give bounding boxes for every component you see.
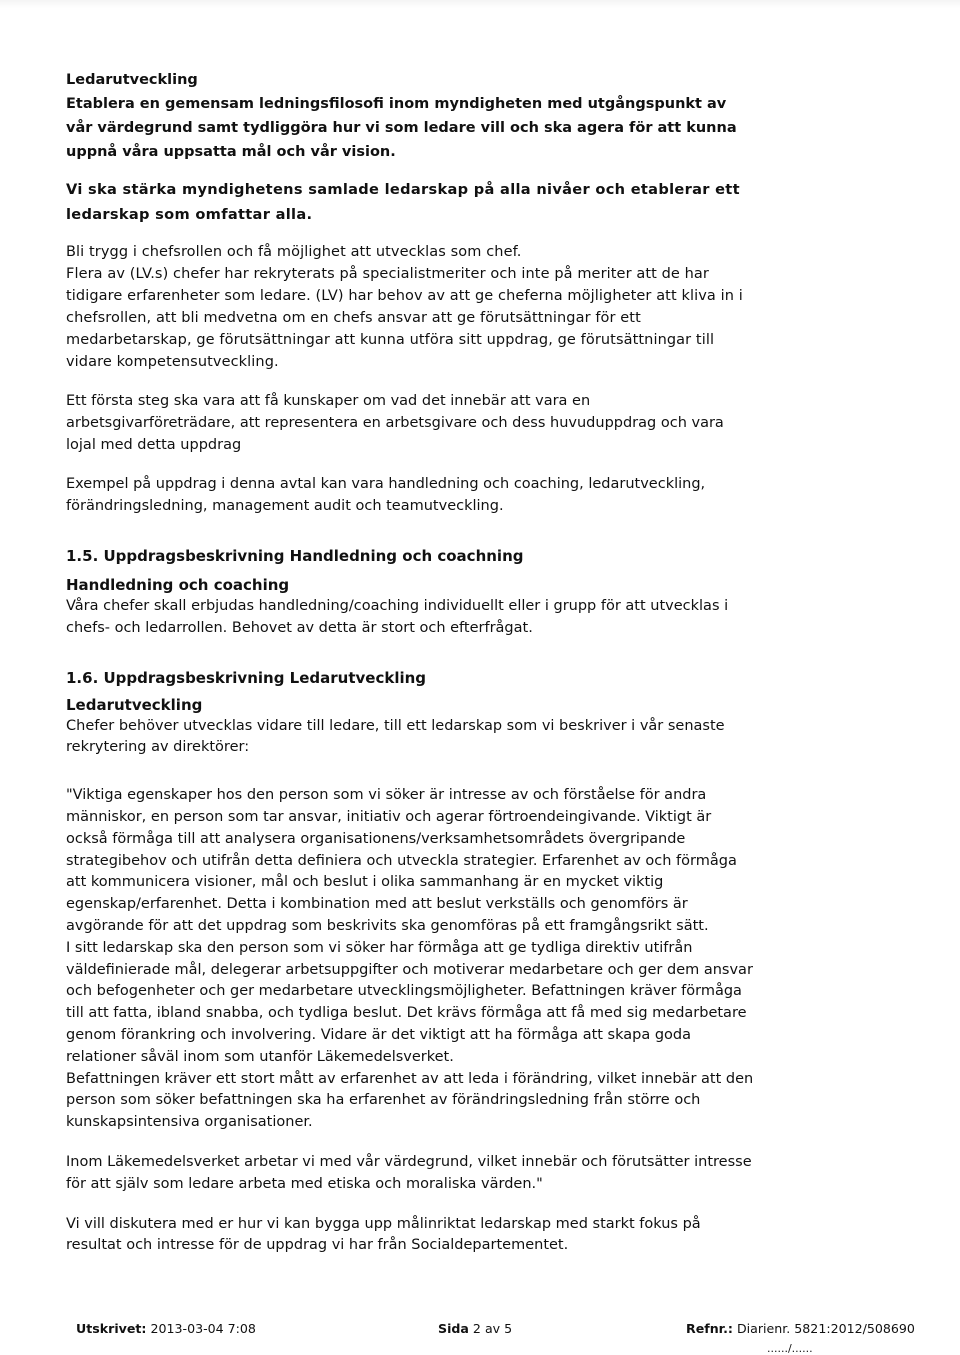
quote-paragraph-2: I sitt ledarskap ska den person som vi söker har förmåga att ge tydliga direktiv utifrån väldefinierade mål, delegerar arbetsuppgifter och motiverar medarbetare och ger dem ansvar och befogenheter och ger medarbetare utvecklingsmöjligheter. Befattningen kräver förmåga till att fatta, ibland snabba, och tydliga beslut. Det krävs förmåga att få med sig medarbetare genom förankring och involvering. Vidare är det viktigt att ha förmåga att skapa goda relationer såväl inom som utanför Läkemedelsverket.: [66, 939, 753, 1065]
footer-printed: Utskrivet: 2013-03-04 7:08: [76, 1321, 256, 1336]
section-1-6-title: 1.6. Uppdragsbeskrivning Ledarutveckling: [66, 668, 427, 687]
section-1-5-title: 1.5. Uppdragsbeskrivning Handledning och coachning: [66, 546, 524, 565]
scan-edge: [0, 0, 960, 8]
quote-paragraph-3: Befattningen kräver ett stort mått av erfarenhet av att leda i förändring, vilket innebär att den person som söker befattningen ska ha erfarenhet av förändringsledning från större och kunskapsintensiva organisationer.: [66, 1070, 754, 1131]
first-step-paragraph: Ett första steg ska vara att få kunskaper om vad det innebär att vara en arbetsgivarföreträdare, att representera en arbetsgivare och dess huvuduppdrag och vara lojal med detta uppdrag: [66, 393, 724, 453]
footer-page-number: Sida 2 av 5: [438, 1321, 513, 1336]
document-body: [66, 66, 756, 1257]
footer-reference: Refnr.: Diarienr. 5821:2012/508690: [686, 1321, 915, 1336]
page-heading: Ledarutveckling: [66, 72, 198, 88]
quote-paragraph-1: "Viktiga egenskaper hos den person som vi söker är intresse av och förståelse för andra människor, en person som tar ansvar, initiativ och agerar förtroendeingivande. Viktigt är också förmåga till att analysera organisationens/verksamhetsområdets övergripande strategibehov och utifrån detta definiera och utveckla strategier. Erfarenhet av och förmåga att kommunicera visioner, mål och beslut i olika sammanhang är en mycket viktig egenskap/erfarenhet. Detta i kombination med att beslut verkställs och genomförs är avgörande för att det uppdrag som beskrivits ska genomföras på ett framgångsrikt sätt.: [66, 787, 737, 934]
section-1-5-subtitle: Handledning och coaching: [66, 575, 290, 594]
intro-paragraph: Etablera en gemensam ledningsfilosofi inom myndigheten med utgångspunkt av vår värdegrund samt tydliggöra hur vi som ledare vill och ska agera för att kunna uppnå våra uppsatta mål och vår vision.: [66, 96, 737, 160]
quote-paragraph-4: Inom Läkemedelsverket arbetar vi med vår värdegrund, vilket innebär och förutsätter intresse för att själv som ledare arbeta med etiska och moraliska värden.": [66, 1153, 752, 1192]
goal-paragraph: Flera av (LV.s) chefer har rekryterats på specialistmeriter och inte på meriter att de har tidigare erfarenheter som ledare. (LV) har behov av att ge cheferna möjligheter att kliva in i chefsrollen, att bli medvetna om en chefs ansvar att ge förutsättningar för ett medarbetarskap, ge förutsättningar att kunna utföra sitt uppdrag, ge förutsättningar till vidare kompetensutveckling.: [66, 266, 743, 370]
section-1-6-body: Chefer behöver utvecklas vidare till ledare, till ett ledarskap som vi beskriver i vår senaste rekrytering av direktörer:: [66, 717, 725, 756]
section-1-6-subtitle: Ledarutveckling: [66, 695, 203, 714]
page-footer: [76, 1321, 916, 1341]
footer-continuation: ....../......: [767, 1342, 813, 1355]
closing-paragraph: Vi vill diskutera med er hur vi kan bygga upp målinriktat ledarskap med starkt fokus på resultat och intresse för de uppdrag vi har från Socialdepartementet.: [66, 1215, 701, 1254]
example-paragraph: Exempel på uppdrag i denna avtal kan vara handledning och coaching, ledarutveckling, förändringsledning, management audit och teamutveckling.: [66, 476, 706, 515]
section-1-5-body: Våra chefer skall erbjudas handledning/coaching individuellt eller i grupp för att utvecklas i chefs- och ledarrollen. Behovet av detta är stort och efterfrågat.: [66, 597, 729, 636]
goal-line: Bli trygg i chefsrollen och få möjlighet att utvecklas som chef.: [66, 244, 522, 260]
lead-paragraph: Vi ska stärka myndighetens samlade ledarskap på alla nivåer och etablerar ett ledarskap som omfattar alla.: [66, 181, 740, 223]
